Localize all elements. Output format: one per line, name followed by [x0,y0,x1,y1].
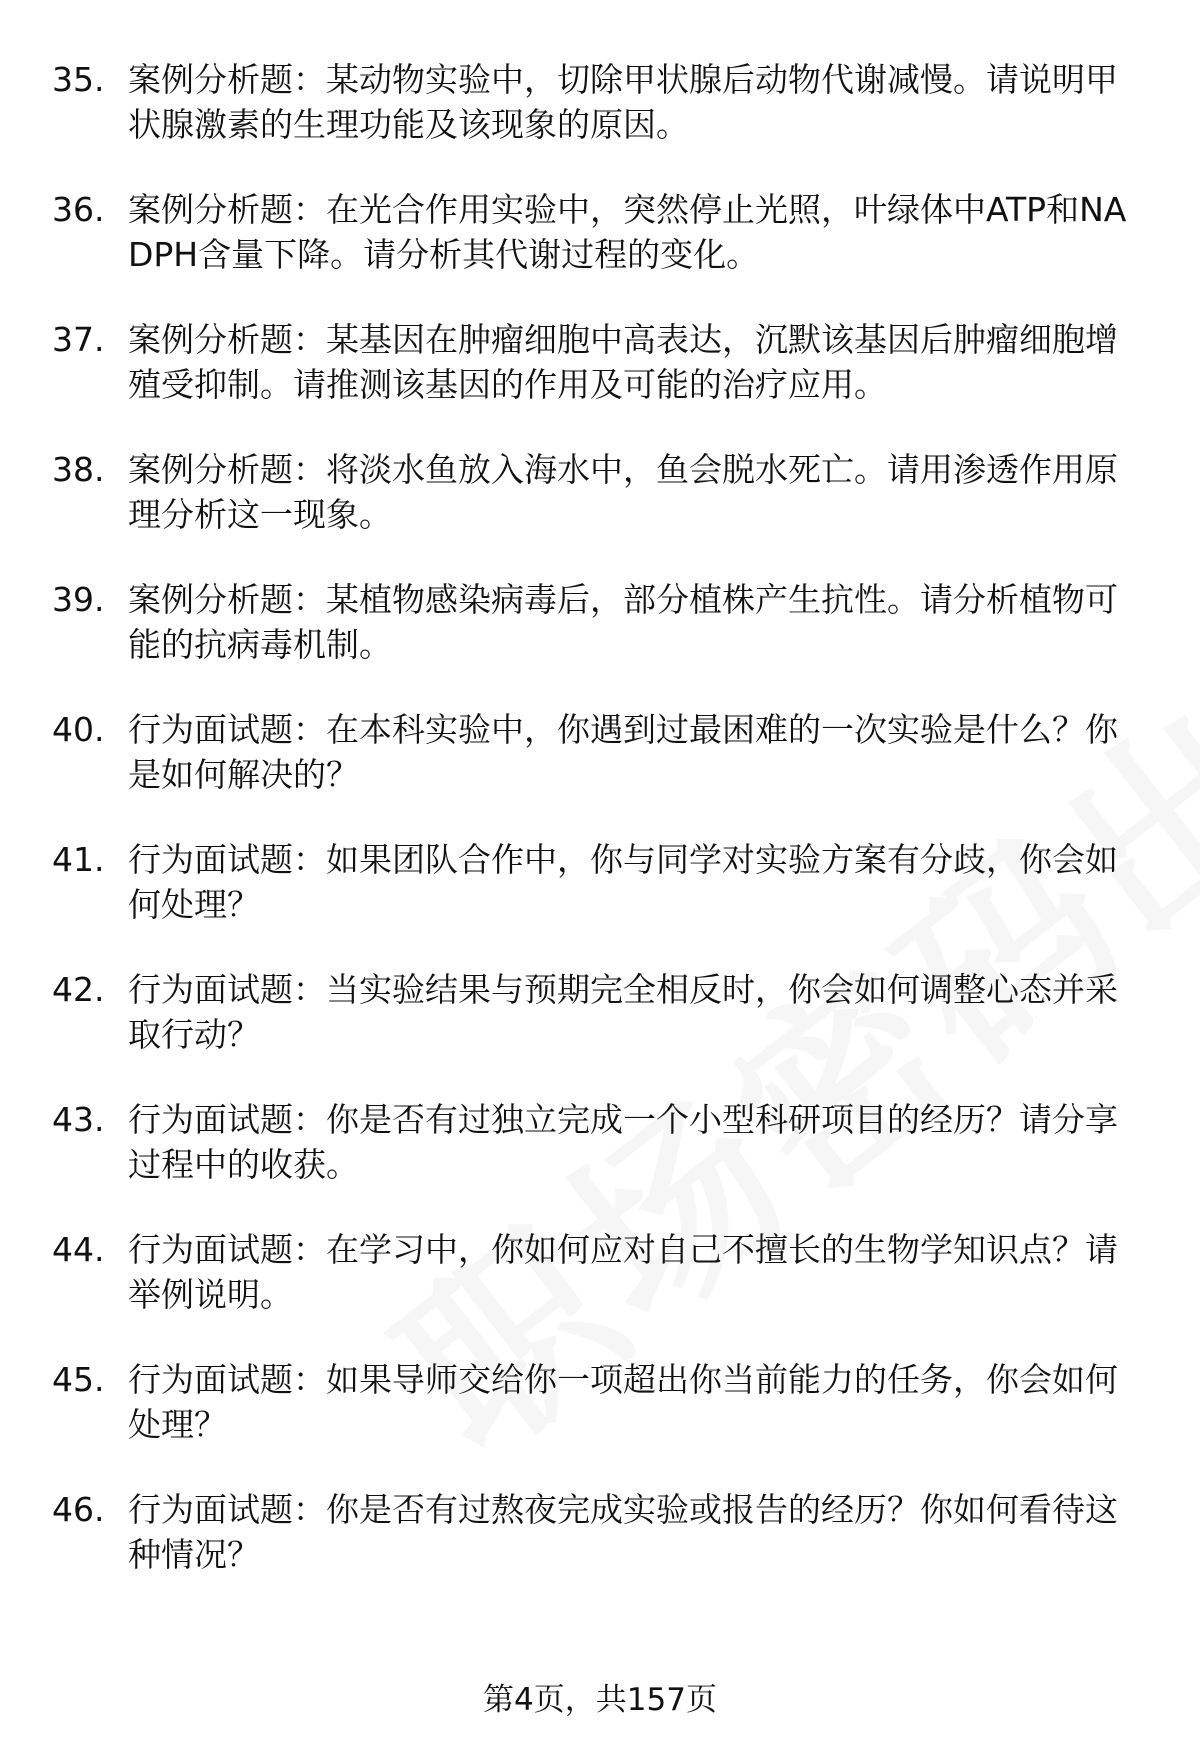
question-text: 行为面试题：在本科实验中，你遇到过最困难的一次实验是什么？你是如何解决的？ [128,710,1118,794]
question-text: 案例分析题：某动物实验中，切除甲状腺后动物代谢减慢。请说明甲状腺激素的生理功能及该现象的原因。 [128,60,1118,144]
question-text: 案例分析题：某基因在肿瘤细胞中高表达，沉默该基因后肿瘤细胞增殖受抑制。请推测该基因的作用及可能的治疗应用。 [128,320,1118,404]
question-number: 39. [52,580,105,619]
list-item [0,1357,1200,1487]
question-number: 36. [52,190,105,229]
list-item [0,967,1200,1097]
question-number: 45. [52,1360,105,1399]
question-number: 38. [52,450,105,489]
question-number: 43. [52,1100,105,1139]
list-item [0,1097,1200,1227]
question-text: 行为面试题：如果团队合作中，你与同学对实验方案有分歧，你会如何处理？ [128,840,1118,924]
question-text: 行为面试题：你是否有过独立完成一个小型科研项目的经历？请分享过程中的收获。 [128,1100,1118,1184]
list-item [0,707,1200,837]
list-item [0,447,1200,577]
list-item [0,577,1200,707]
question-text: 行为面试题：在学习中，你如何应对自己不擅长的生物学知识点？请举例说明。 [128,1230,1118,1314]
list-item [0,317,1200,447]
question-text: 行为面试题：当实验结果与预期完全相反时，你会如何调整心态并采取行动？ [128,970,1118,1054]
question-text: 行为面试题：你是否有过熬夜完成实验或报告的经历？你如何看待这种情况？ [128,1490,1118,1574]
question-number: 37. [52,320,105,359]
list-item [0,1227,1200,1357]
question-number: 41. [52,840,105,879]
list-item [0,837,1200,967]
question-number: 35. [52,60,105,99]
question-number: 42. [52,970,105,1009]
list-item [0,187,1200,317]
question-number: 40. [52,710,105,749]
page-number: 第4页，共157页 [483,1682,717,1718]
question-text: 行为面试题：如果导师交给你一项超出你当前能力的任务，你会如何处理？ [128,1360,1118,1444]
page-footer [0,1680,1200,1720]
list-item [0,1487,1200,1617]
question-number: 46. [52,1490,105,1529]
question-text: 案例分析题：在光合作用实验中，突然停止光照，叶绿体中ATP和NADPH含量下降。请分析其代谢过程的变化。 [128,190,1127,274]
question-text: 案例分析题：将淡水鱼放入海水中，鱼会脱水死亡。请用渗透作用原理分析这一现象。 [128,450,1118,534]
question-list [0,57,1200,1617]
list-item [0,57,1200,187]
question-text: 案例分析题：某植物感染病毒后，部分植株产生抗性。请分析植物可能的抗病毒机制。 [128,580,1118,664]
question-number: 44. [52,1230,105,1269]
